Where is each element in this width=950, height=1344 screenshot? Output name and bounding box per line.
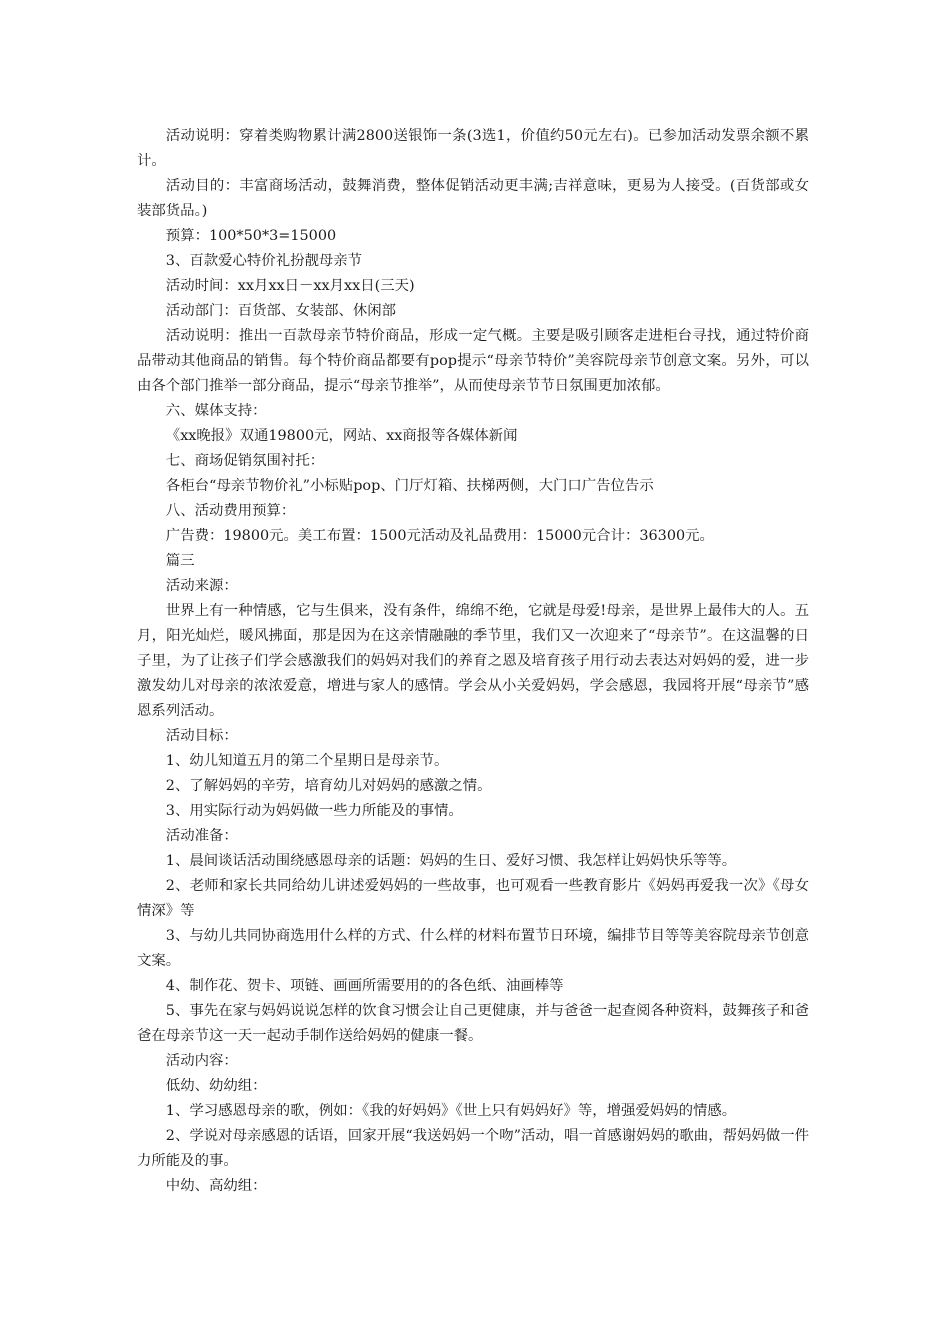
section-heading: 八、活动费用预算： xyxy=(165,503,296,519)
paragraph: 《xx晚报》双通19800元，网站、xx商报等各媒体新闻 xyxy=(165,428,518,444)
paragraph: 活动时间：xx月xx日－xx月xx日(三天) xyxy=(165,278,415,294)
section-heading: 活动准备： xyxy=(165,828,238,844)
list-item: 4、制作花、贺卡、项链、画画所需要用的的各色纸、油画棒等 xyxy=(165,978,564,994)
section-heading: 活动内容： xyxy=(165,1053,238,1069)
subsection-heading: 中幼、高幼组： xyxy=(165,1178,267,1194)
list-item: 2、学说对母亲感恩的话语，回家开展“我送妈妈一个吻”活动，唱一首感谢妈妈的歌曲，帮妈妈做一件力所能及的事。 xyxy=(137,1128,809,1169)
section-heading: 七、商场促销氛围衬托： xyxy=(165,453,325,469)
paragraph: 活动说明：推出一百款母亲节特价商品，形成一定气概。主要是吸引顾客走进柜台寻找，通过特价商品带动其他商品的销售。每个特价商品都要有pop提示“母亲节特价”美容院母亲节创意文案。另外，可以由各个部门推举一部分商品，提示“母亲节推举”，从而使母亲节节日氛围更加浓郁。 xyxy=(137,328,809,394)
section-heading: 六、媒体支持： xyxy=(165,403,267,419)
list-item: 1、幼儿知道五月的第二个星期日是母亲节。 xyxy=(165,753,449,769)
paragraph: 预算：100*50*3=15000 xyxy=(165,228,337,244)
list-item: 2、老师和家长共同给幼儿讲述爱妈妈的一些故事，也可观看一些教育影片《妈妈再爱我一次》《母女情深》等 xyxy=(137,878,809,919)
list-item: 3、用实际行动为妈妈做一些力所能及的事情。 xyxy=(165,803,463,819)
paragraph: 活动目的：丰富商场活动，鼓舞消费，整体促销活动更丰满;吉祥意味，更易为人接受。(百货部或女装部货品。) xyxy=(137,178,809,219)
chapter-heading: 篇三 xyxy=(165,553,195,569)
paragraph: 广告费：19800元。美工布置：1500元活动及礼品费用：15000元合计：36300元。 xyxy=(165,528,714,544)
section-heading: 活动目标： xyxy=(165,728,238,744)
paragraph: 活动说明：穿着类购物累计满2800送银饰一条(3选1，价值约50元左右)。已参加活动发票余额不累计。 xyxy=(137,128,809,169)
list-item: 5、事先在家与妈妈说说怎样的饮食习惯会让自己更健康，并与爸爸一起查阅各种资料，鼓舞孩子和爸爸在母亲节这一天一起动手制作送给妈妈的健康一餐。 xyxy=(137,1003,809,1044)
list-item: 1、晨间谈话活动围绕感恩母亲的话题：妈妈的生日、爱好习惯、我怎样让妈妈快乐等等。 xyxy=(165,853,737,869)
list-item: 1、学习感恩母亲的歌，例如：《我的好妈妈》《世上只有妈妈好》等，增强爱妈妈的情感。 xyxy=(165,1103,737,1119)
document-body xyxy=(137,124,809,1199)
paragraph: 各柜台“母亲节物价礼”小标贴pop、门厅灯箱、扶梯两侧，大门口广告位告示 xyxy=(165,478,654,494)
list-item: 2、了解妈妈的辛劳，培育幼儿对妈妈的感激之情。 xyxy=(165,778,492,794)
section-heading: 活动来源： xyxy=(165,578,238,594)
subsection-heading: 低幼、幼幼组： xyxy=(165,1078,267,1094)
paragraph: 活动部门：百货部、女装部、休闲部 xyxy=(165,303,397,319)
list-item: 3、与幼儿共同协商选用什么样的方式、什么样的材料布置节日环境，编排节目等等美容院母亲节创意文案。 xyxy=(137,928,809,969)
paragraph: 世界上有一种情感，它与生俱来，没有条件，绵绵不绝，它就是母爱!母亲，是世界上最伟大的人。五月，阳光灿烂，暖风拂面，那是因为在这亲情融融的季节里，我们又一次迎来了“母亲节”。在这温馨的日子里，为了让孩子们学会感激我们的妈妈对我们的养育之恩及培育孩子用行动去表达对妈妈的爱，进一步激发幼儿对母亲的浓浓爱意，增进与家人的感情。学会从小关爱妈妈，学会感恩，我园将开展“母亲节”感恩系列活动。 xyxy=(137,603,809,719)
section-heading: 3、百款爱心特价礼扮靓母亲节 xyxy=(165,253,363,269)
